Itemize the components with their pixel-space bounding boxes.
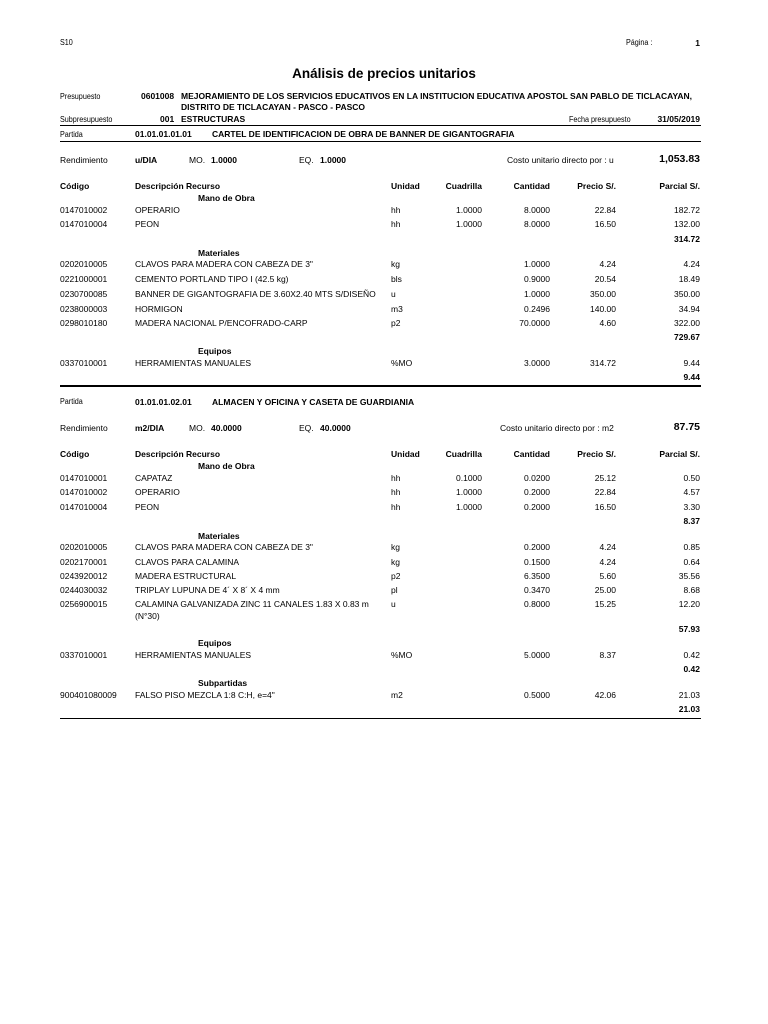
table-row: 0256900015 CALAMINA GALVANIZADA ZINC 11 CANALES 1.83 X 0.83 m u 0.8000 15.25 12.20	[60, 599, 700, 609]
rendimiento-unit: u/DIA	[135, 155, 158, 165]
subpresupuesto-description: ESTRUCTURAS	[181, 114, 246, 124]
table-row: 0337010001 HERRAMIENTAS MANUALES %MO 5.0000 8.37 0.42	[60, 650, 700, 660]
eq-value: 1.0000	[320, 155, 346, 165]
group-title-materiales: Materiales	[198, 248, 240, 258]
table-row: 0238000003 HORMIGON m3 0.2496 140.00 34.94	[60, 304, 700, 314]
table-row: 0337010001 HERRAMIENTAS MANUALES %MO 3.0000 314.72 9.44	[60, 358, 700, 368]
partida-name: ALMACEN Y OFICINA Y CASETA DE GUARDIANIA	[212, 397, 415, 407]
column-unidad: Unidad	[391, 181, 420, 191]
fecha-presupuesto-label: Fecha presupuesto	[569, 115, 631, 124]
group-title-equipos: Equipos	[198, 346, 232, 356]
group-subtotal: 729.67	[674, 332, 700, 342]
mo-label: MO.	[189, 155, 206, 165]
presupuesto-description-line1: MEJORAMIENTO DE LOS SERVICIOS EDUCATIVOS EN LA INSTITUCION EDUCATIVA APOSTOL SAN PABLO DE TICLACAYAN,	[181, 91, 692, 101]
table-row: 0147010002 OPERARIO hh 1.0000 0.2000 22.84 4.57	[60, 487, 700, 497]
rendimiento-label: Rendimiento	[60, 155, 108, 165]
software-label: S10	[60, 38, 73, 47]
table-header	[0, 181, 768, 193]
costo-unitario-label: Costo unitario directo por : m2	[500, 423, 614, 433]
table-row: 0147010004 PEON hh 1.0000 0.2000 16.50 3.30	[60, 502, 700, 512]
divider	[60, 125, 701, 126]
table-row: 0298010180 MADERA NACIONAL P/ENCOFRADO-CARP p2 70.0000 4.60 322.00	[60, 318, 700, 328]
costo-unitario-label: Costo unitario directo por : u	[507, 155, 614, 165]
column-parcial: Parcial S/.	[659, 449, 700, 459]
fecha-presupuesto-value: 31/05/2019	[657, 114, 700, 124]
column-cuadrilla: Cuadrilla	[445, 449, 482, 459]
column-codigo: Código	[60, 181, 90, 191]
table-row-continuation: (N°30)	[135, 611, 160, 621]
column-parcial: Parcial S/.	[659, 181, 700, 191]
group-subtotal: 0.42	[683, 664, 700, 674]
table-row: 0243920012 MADERA ESTRUCTURAL p2 6.3500 5.60 35.56	[60, 571, 700, 581]
table-row: 0221000001 CEMENTO PORTLAND TIPO I (42.5 kg) bls 0.9000 20.54 18.49	[60, 274, 700, 284]
table-row: 0202010005 CLAVOS PARA MADERA CON CABEZA DE 3" kg 1.0000 4.24 4.24	[60, 259, 700, 269]
presupuesto-description-line2: DISTRITO DE TICLACAYAN - PASCO - PASCO	[181, 102, 366, 112]
column-unidad: Unidad	[391, 449, 420, 459]
presupuesto-code: 0601008	[141, 91, 175, 101]
column-codigo: Código	[60, 449, 90, 459]
table-row: 0244030032 TRIPLAY LUPUNA DE 4´ X 8´ X 4 mm pl 0.3470 25.00 8.68	[60, 585, 700, 595]
presupuesto-label: Presupuesto	[60, 92, 101, 101]
page-title: Análisis de precios unitarios	[292, 66, 476, 81]
eq-label: EQ.	[299, 423, 314, 433]
mo-value: 1.0000	[211, 155, 237, 165]
section-divider	[60, 385, 701, 387]
section-divider	[60, 718, 701, 719]
page-number: 1	[695, 38, 700, 48]
rendimiento-label: Rendimiento	[60, 423, 108, 433]
eq-value: 40.0000	[320, 423, 351, 433]
table-row: 0230700085 BANNER DE GIGANTOGRAFIA DE 3.60X2.40 MTS S/DISEÑO u 1.0000 350.00 350.00	[60, 289, 700, 299]
partida-name: CARTEL DE IDENTIFICACION DE OBRA DE BANNER DE GIGANTOGRAFIA	[212, 129, 515, 139]
table-row: 0202010005 CLAVOS PARA MADERA CON CABEZA DE 3" kg 0.2000 4.24 0.85	[60, 542, 700, 552]
table-row: 0202170001 CLAVOS PARA CALAMINA kg 0.1500 4.24 0.64	[60, 557, 700, 567]
column-descripcion: Descripción Recurso	[135, 181, 221, 191]
column-cantidad: Cantidad	[513, 449, 550, 459]
partida-label: Partida	[60, 130, 83, 139]
table-header	[0, 449, 768, 461]
divider	[60, 141, 701, 142]
column-cantidad: Cantidad	[513, 181, 550, 191]
partida-code: 01.01.01.02.01	[135, 397, 192, 407]
page-label: Página :	[626, 38, 653, 47]
partida-label: Partida	[60, 397, 83, 406]
column-precio: Precio S/.	[577, 449, 616, 459]
eq-label: EQ.	[299, 155, 314, 165]
group-title-materiales: Materiales	[198, 531, 240, 541]
group-subtotal: 57.93	[678, 624, 700, 634]
column-cuadrilla: Cuadrilla	[445, 181, 482, 191]
mo-label: MO.	[189, 423, 206, 433]
subpresupuesto-label: Subpresupuesto	[60, 115, 113, 124]
group-subtotal: 8.37	[683, 516, 700, 526]
costo-unitario-value: 87.75	[673, 421, 700, 433]
column-precio: Precio S/.	[577, 181, 616, 191]
table-row: 900401080009 FALSO PISO MEZCLA 1:8 C:H, e=4" m2 0.5000 42.06 21.03	[60, 690, 700, 700]
group-title-mano-de-obra: Mano de Obra	[198, 193, 255, 203]
partida-code: 01.01.01.01.01	[135, 129, 192, 139]
subpresupuesto-code: 001	[160, 114, 175, 124]
group-title-mano-de-obra: Mano de Obra	[198, 461, 255, 471]
costo-unitario-value: 1,053.83	[659, 153, 700, 165]
mo-value: 40.0000	[211, 423, 242, 433]
group-title-equipos: Equipos	[198, 638, 232, 648]
group-subtotal: 9.44	[683, 372, 700, 382]
table-row: 0147010002 OPERARIO hh 1.0000 8.0000 22.84 182.72	[60, 205, 700, 215]
table-row: 0147010001 CAPATAZ hh 0.1000 0.0200 25.12 0.50	[60, 473, 700, 483]
rendimiento-unit: m2/DIA	[135, 423, 165, 433]
table-row: 0147010004 PEON hh 1.0000 8.0000 16.50 132.00	[60, 219, 700, 229]
group-title-subpartidas: Subpartidas	[198, 678, 248, 688]
group-subtotal: 314.72	[674, 234, 700, 244]
column-descripcion: Descripción Recurso	[135, 449, 221, 459]
group-subtotal: 21.03	[678, 704, 700, 714]
